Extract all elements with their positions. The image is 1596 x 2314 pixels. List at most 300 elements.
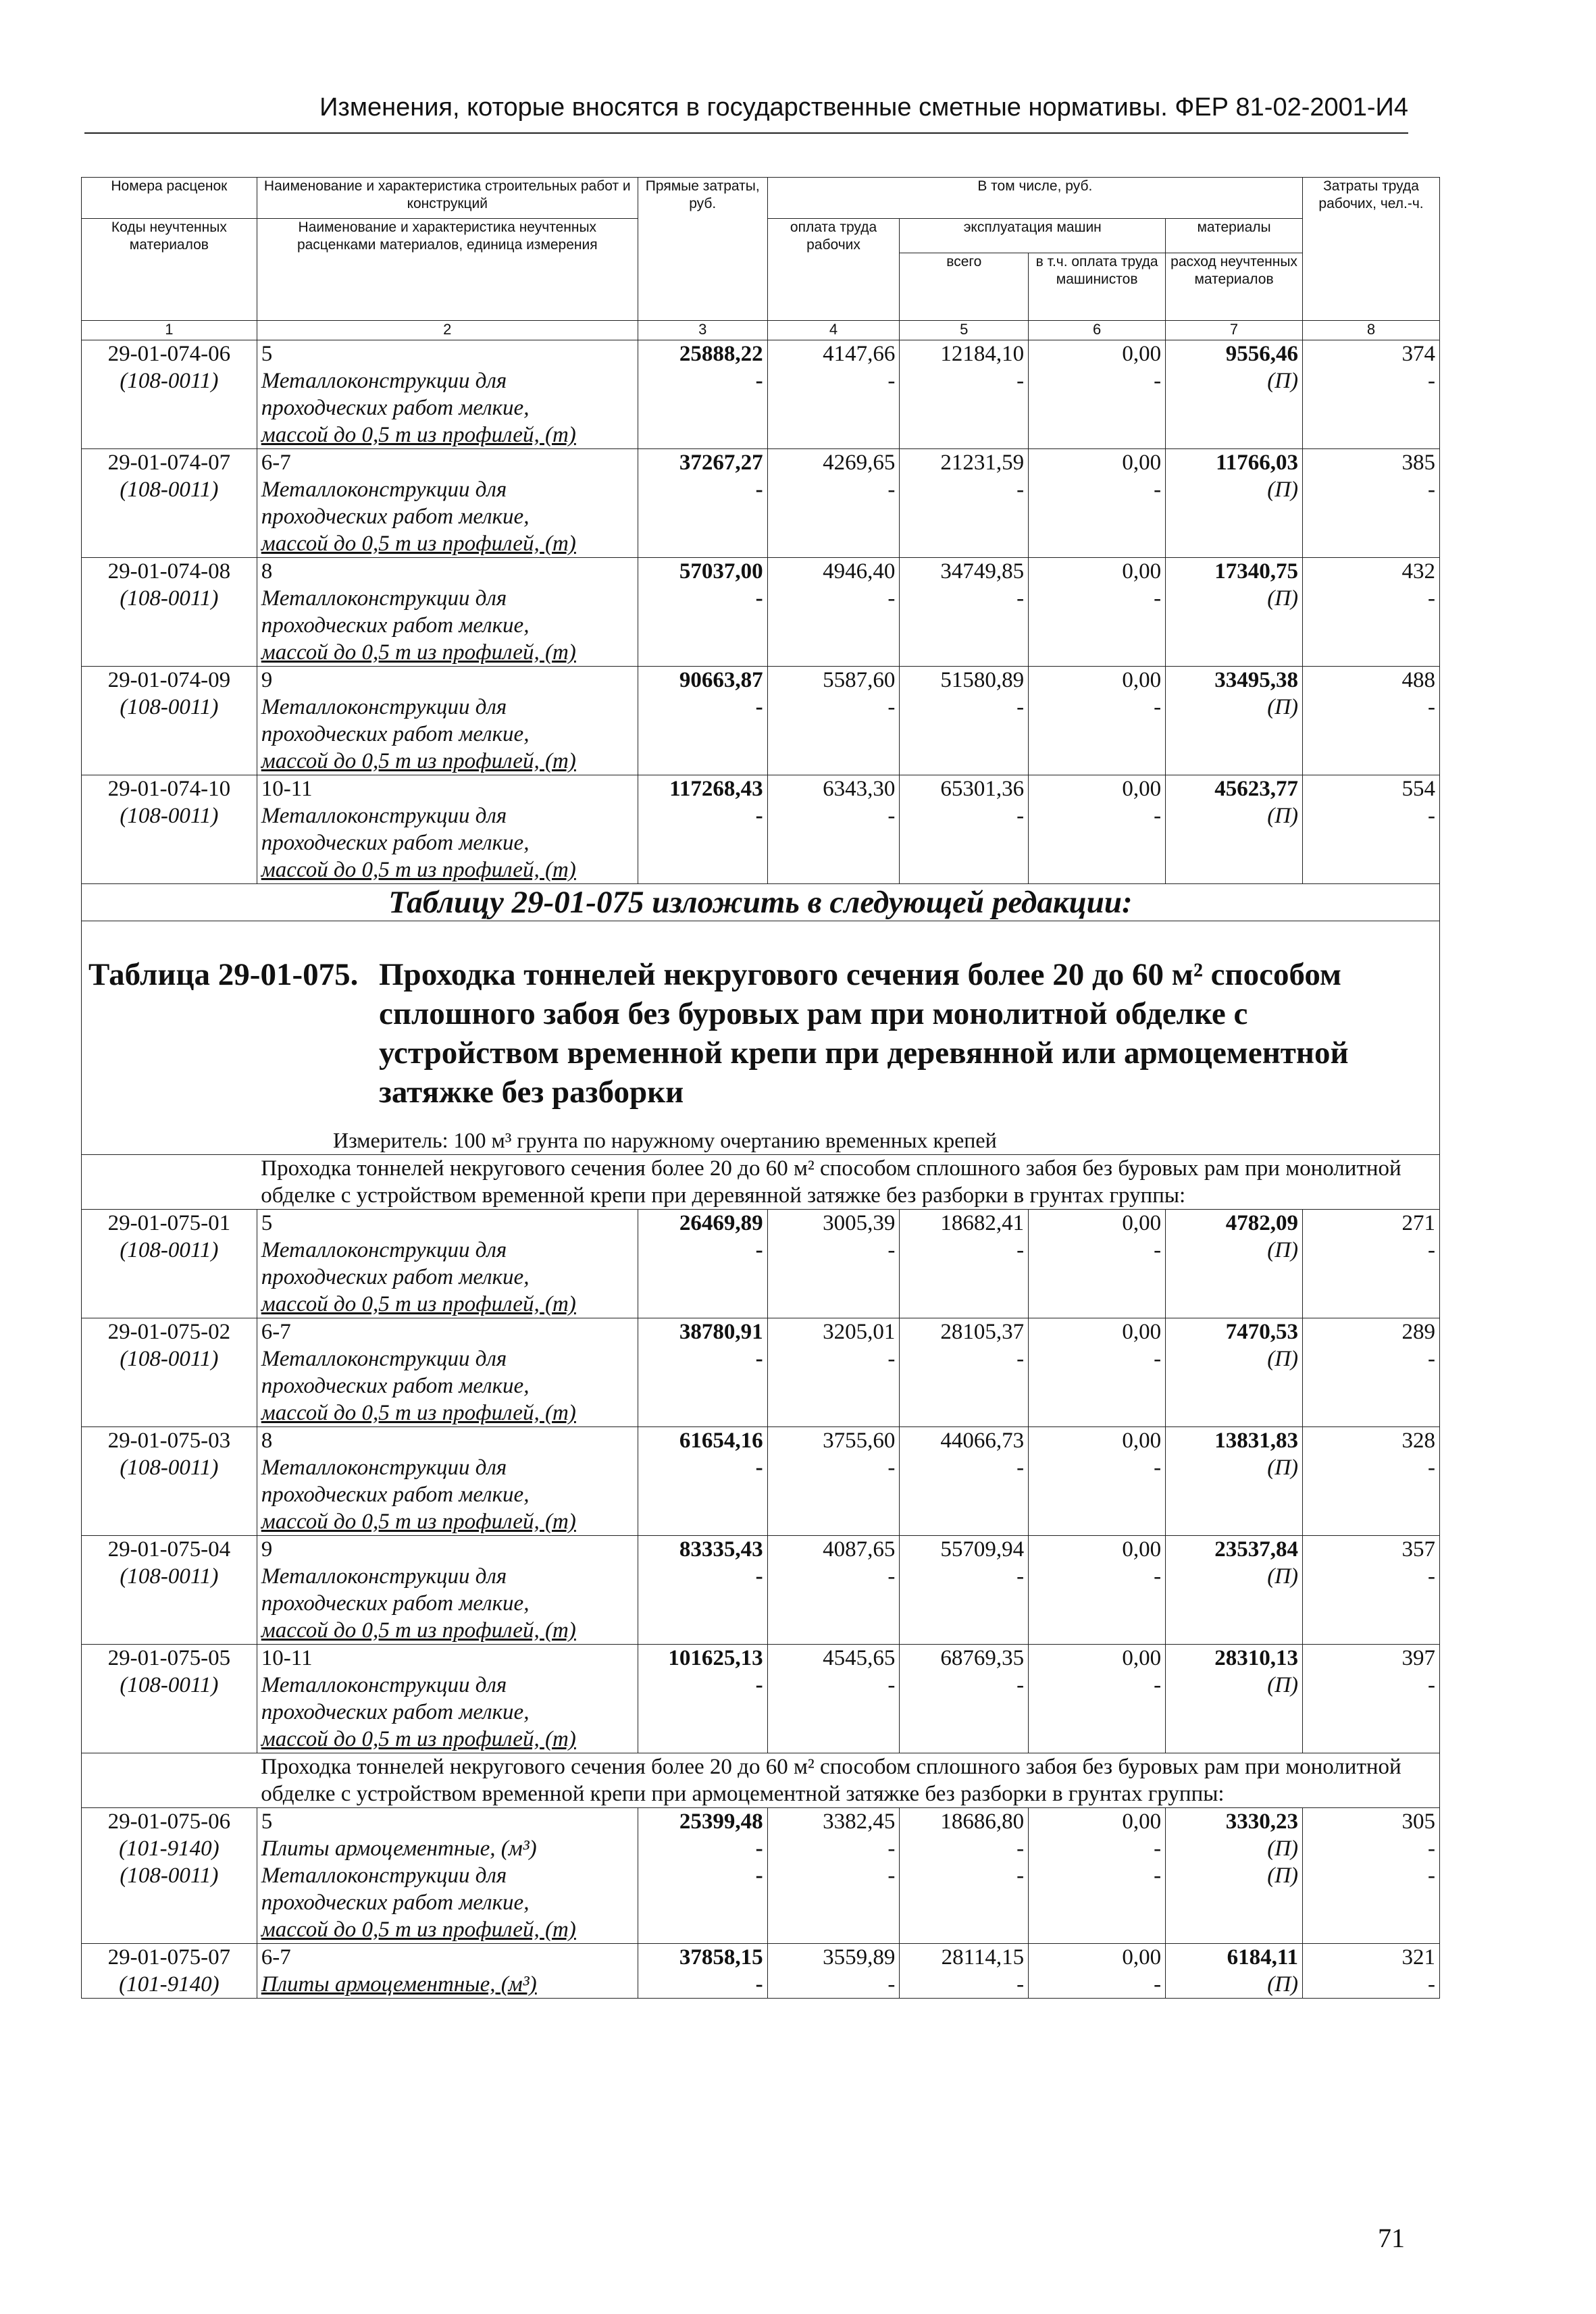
dash-mark: - <box>1016 1863 1025 1888</box>
machine-labor-cell <box>1029 1427 1166 1536</box>
dash-mark: - <box>887 1564 896 1589</box>
material-code: (101-9140) <box>119 1836 220 1861</box>
rate-code-cell <box>82 1944 257 1999</box>
labor-cost: 3205,01 <box>823 1320 896 1344</box>
machine-labor-cost: 0,00 <box>1122 668 1162 692</box>
materials-cost: 4782,09 <box>1225 1211 1299 1235</box>
dash-mark: - <box>1428 369 1435 393</box>
labor-hours: 321 <box>1401 1945 1435 1970</box>
material-code: (108-0011) <box>120 1456 219 1480</box>
rate-row <box>82 449 1440 558</box>
rate-code-cell <box>82 1536 257 1645</box>
dash-mark: - <box>755 1456 763 1480</box>
rate-code: 29-01-075-05 <box>107 1646 231 1670</box>
labor-cost: 4087,65 <box>823 1537 896 1562</box>
dash-mark: - <box>1016 1836 1025 1861</box>
dash-mark: - <box>1428 478 1435 502</box>
header-col7: расход неучтенных материалов <box>1166 253 1303 320</box>
labor-hours-cell <box>1303 1427 1440 1536</box>
dash-mark: - <box>755 586 763 611</box>
material-description: проходческих работ мелкие, <box>261 831 530 855</box>
header-col3: Прямые затраты, руб. <box>638 178 767 321</box>
rate-code-cell <box>82 1318 257 1427</box>
col-number: 3 <box>638 321 767 340</box>
machine-cost-cell <box>900 775 1029 884</box>
running-header: Изменения, которые вносятся в государственные сметные нормативы. ФЕР 81-02-2001-И4 <box>319 93 1408 122</box>
dash-mark: - <box>1016 1673 1025 1697</box>
rate-code-cell <box>82 340 257 449</box>
unit-mark: (П) <box>1267 1836 1299 1861</box>
machine-cost-cell <box>900 1808 1029 1944</box>
unit-mark: (П) <box>1267 1673 1299 1697</box>
description-cell <box>257 1808 638 1944</box>
dash-mark: - <box>755 1347 763 1371</box>
direct-cost-cell <box>638 449 767 558</box>
description-cell <box>257 667 638 775</box>
rate-code-cell <box>82 1427 257 1536</box>
machine-cost-cell <box>900 1645 1029 1753</box>
machine-cost: 28105,37 <box>940 1320 1025 1344</box>
dash-mark: - <box>1016 369 1025 393</box>
dash-mark: - <box>1016 1238 1025 1262</box>
col-number: 7 <box>1166 321 1303 340</box>
description-cell <box>257 775 638 884</box>
machine-labor-cost: 0,00 <box>1122 1429 1162 1453</box>
dash-mark: - <box>887 1972 896 1997</box>
material-code: (108-0011) <box>120 1238 219 1262</box>
labor-cost-cell <box>767 340 900 449</box>
machine-cost-cell <box>900 1944 1029 1999</box>
labor-hours-cell <box>1303 1318 1440 1427</box>
soil-group: 5 <box>261 1809 273 1834</box>
header-group-label: В том числе, руб. <box>767 178 1302 219</box>
labor-hours: 289 <box>1401 1320 1435 1344</box>
soil-group: 10-11 <box>261 1646 313 1670</box>
soil-group: 5 <box>261 342 273 366</box>
dash-mark: - <box>1428 1347 1435 1371</box>
header-rule <box>84 132 1408 134</box>
materials-cost-cell <box>1166 1427 1303 1536</box>
machine-cost: 51580,89 <box>940 668 1025 692</box>
direct-cost: 117268,43 <box>669 777 763 801</box>
soil-group: 6-7 <box>261 1320 291 1344</box>
dash-mark: - <box>1154 1564 1162 1589</box>
unit-mark: (П) <box>1267 1456 1299 1480</box>
material-code: (108-0011) <box>120 1673 219 1697</box>
rate-code-cell <box>82 449 257 558</box>
labor-cost: 3559,89 <box>823 1945 896 1970</box>
direct-cost-cell <box>638 1808 767 1944</box>
machine-cost: 44066,73 <box>940 1429 1025 1453</box>
material-code: (108-0011) <box>120 369 219 393</box>
material-description: Металлоконструкции для <box>261 586 507 611</box>
page-number: 71 <box>1378 2223 1405 2253</box>
material-code: (108-0011) <box>120 1347 219 1371</box>
direct-cost: 101625,13 <box>668 1646 763 1670</box>
labor-hours: 271 <box>1401 1211 1435 1235</box>
machine-labor-cost: 0,00 <box>1122 1320 1162 1344</box>
machine-labor-cell <box>1029 1318 1166 1427</box>
material-description: Металлоконструкции для <box>261 1456 507 1480</box>
material-description: проходческих работ мелкие, <box>261 1483 530 1507</box>
material-description: массой до 0,5 т из профилей, (т) <box>261 1618 576 1643</box>
materials-cost-cell <box>1166 449 1303 558</box>
rate-row <box>82 1318 1440 1427</box>
machine-labor-cost: 0,00 <box>1122 559 1162 584</box>
dash-mark: - <box>1428 1456 1435 1480</box>
machine-cost-cell <box>900 558 1029 667</box>
material-description: Металлоконструкции для <box>261 369 507 393</box>
rate-code-cell <box>82 1645 257 1753</box>
labor-hours-cell <box>1303 775 1440 884</box>
rate-code: 29-01-075-01 <box>107 1211 231 1235</box>
labor-cost: 4147,66 <box>823 342 896 366</box>
unit-mark: (П) <box>1267 1972 1299 1997</box>
labor-cost: 4946,40 <box>823 559 896 584</box>
machine-labor-cost: 0,00 <box>1122 1945 1162 1970</box>
rate-code: 29-01-075-02 <box>107 1320 231 1344</box>
section-caption-2: Проходка тоннелей некругового сечения более 20 до 60 м² способом сплошного забоя без буровых рам при монолитной обделке с устройством временной крепи при армоцементной затяжке без разборки в грунтах группы: <box>257 1753 1439 1808</box>
material-description: Металлоконструкции для <box>261 1347 507 1371</box>
labor-cost: 5587,60 <box>823 668 896 692</box>
dash-mark: - <box>887 1673 896 1697</box>
machine-cost: 55709,94 <box>940 1537 1025 1562</box>
dash-mark: - <box>887 478 896 502</box>
description-cell <box>257 1427 638 1536</box>
direct-cost: 26469,89 <box>679 1211 763 1235</box>
dash-mark: - <box>1016 478 1025 502</box>
labor-hours-cell <box>1303 449 1440 558</box>
material-code: (108-0011) <box>120 1863 219 1888</box>
materials-cost: 11766,03 <box>1216 451 1299 475</box>
materials-cost-cell <box>1166 667 1303 775</box>
machine-cost-cell <box>900 449 1029 558</box>
machine-labor-cell <box>1029 775 1166 884</box>
unit-mark: (П) <box>1267 1238 1299 1262</box>
material-description: массой до 0,5 т из профилей, (т) <box>261 1401 576 1425</box>
machine-labor-cell <box>1029 1944 1166 1999</box>
description-cell <box>257 1318 638 1427</box>
materials-cost-cell <box>1166 1210 1303 1318</box>
dash-mark: - <box>1154 695 1162 719</box>
rate-code: 29-01-074-08 <box>107 559 231 584</box>
labor-cost-cell <box>767 1645 900 1753</box>
rate-code-cell <box>82 775 257 884</box>
labor-hours-cell <box>1303 340 1440 449</box>
unit-mark: (П) <box>1267 586 1299 611</box>
labor-cost-cell <box>767 1318 900 1427</box>
col-number: 6 <box>1029 321 1166 340</box>
materials-cost-cell <box>1166 1536 1303 1645</box>
labor-cost-cell <box>767 775 900 884</box>
rate-code: 29-01-074-09 <box>107 668 231 692</box>
rate-code: 29-01-074-07 <box>107 451 231 475</box>
header-col1-bottom: Коды неучтенных материалов <box>82 219 257 321</box>
dash-mark: - <box>887 369 896 393</box>
rate-code-cell <box>82 558 257 667</box>
machine-labor-cost: 0,00 <box>1122 1646 1162 1670</box>
labor-hours: 432 <box>1401 559 1435 584</box>
labor-cost-cell <box>767 1808 900 1944</box>
machine-cost-cell <box>900 667 1029 775</box>
material-description: Металлоконструкции для <box>261 478 507 502</box>
labor-hours: 374 <box>1401 342 1435 366</box>
machine-cost: 21231,59 <box>940 451 1025 475</box>
direct-cost: 90663,87 <box>679 668 763 692</box>
material-code: (108-0011) <box>120 478 219 502</box>
dash-mark: - <box>887 1456 896 1480</box>
labor-hours-cell <box>1303 1645 1440 1753</box>
material-description: проходческих работ мелкие, <box>261 1700 530 1724</box>
machine-labor-cost: 0,00 <box>1122 342 1162 366</box>
material-code: (108-0011) <box>120 695 219 719</box>
labor-cost-cell <box>767 558 900 667</box>
dash-mark: - <box>755 804 763 828</box>
labor-cost-cell <box>767 667 900 775</box>
machine-labor-cell <box>1029 340 1166 449</box>
materials-cost-cell <box>1166 775 1303 884</box>
direct-cost-cell <box>638 558 767 667</box>
dash-mark: - <box>887 695 896 719</box>
column-number-row <box>82 321 1440 340</box>
labor-cost-cell <box>767 1427 900 1536</box>
dash-mark: - <box>1016 804 1025 828</box>
dash-mark: - <box>887 1836 896 1861</box>
direct-cost-cell <box>638 667 767 775</box>
direct-cost-cell <box>638 1645 767 1753</box>
materials-cost-cell <box>1166 340 1303 449</box>
machine-cost-cell <box>900 1427 1029 1536</box>
dash-mark: - <box>755 1564 763 1589</box>
rate-row <box>82 1536 1440 1645</box>
direct-cost: 83335,43 <box>679 1537 763 1562</box>
materials-cost: 33495,38 <box>1214 668 1299 692</box>
unit-mark: (П) <box>1267 1863 1299 1888</box>
col-number: 5 <box>900 321 1029 340</box>
dash-mark: - <box>887 804 896 828</box>
machine-labor-cell <box>1029 1536 1166 1645</box>
header-col8: Затраты труда рабочих, чел.-ч. <box>1303 178 1440 321</box>
labor-cost: 3755,60 <box>823 1429 896 1453</box>
material-description: проходческих работ мелкие, <box>261 505 530 529</box>
dash-mark: - <box>1016 1347 1025 1371</box>
rate-code-cell <box>82 667 257 775</box>
material-description: проходческих работ мелкие, <box>261 396 530 420</box>
rate-row <box>82 667 1440 775</box>
materials-cost: 28310,13 <box>1214 1646 1299 1670</box>
direct-cost-cell <box>638 340 767 449</box>
header-col2-top: Наименование и характеристика строительных работ и конструкций <box>257 178 638 219</box>
soil-group: 8 <box>261 559 273 584</box>
dash-mark: - <box>887 1347 896 1371</box>
dash-mark: - <box>1154 804 1162 828</box>
labor-cost: 6343,30 <box>823 777 896 801</box>
labor-hours-cell <box>1303 1210 1440 1318</box>
rate-row <box>82 775 1440 884</box>
dash-mark: - <box>1016 695 1025 719</box>
unit-mark: (П) <box>1267 1347 1299 1371</box>
labor-hours-cell <box>1303 667 1440 775</box>
dash-mark: - <box>1428 695 1435 719</box>
machine-labor-cost: 0,00 <box>1122 451 1162 475</box>
soil-group: 9 <box>261 668 273 692</box>
unit-mark: (П) <box>1267 1564 1299 1589</box>
labor-hours-cell <box>1303 1536 1440 1645</box>
col-number: 4 <box>767 321 900 340</box>
dash-mark: - <box>1154 478 1162 502</box>
rate-code: 29-01-075-04 <box>107 1537 231 1562</box>
dash-mark: - <box>1154 1972 1162 1997</box>
description-cell <box>257 1944 638 1999</box>
rate-code: 29-01-075-07 <box>107 1945 231 1970</box>
header-machines-label: эксплуатация машин <box>900 219 1166 253</box>
material-code: (108-0011) <box>120 804 219 828</box>
materials-cost: 45623,77 <box>1214 777 1299 801</box>
labor-hours: 385 <box>1401 451 1435 475</box>
caption-spacer <box>82 1753 257 1808</box>
rate-row <box>82 1808 1440 1944</box>
table-title-label: Таблица 29-01-075. <box>88 957 359 992</box>
dash-mark: - <box>755 695 763 719</box>
labor-cost: 3382,45 <box>823 1809 896 1834</box>
dash-mark: - <box>1154 1238 1162 1262</box>
machine-labor-cell <box>1029 667 1166 775</box>
machine-labor-cell <box>1029 1808 1166 1944</box>
description-cell <box>257 558 638 667</box>
labor-hours-cell <box>1303 1808 1440 1944</box>
dash-mark: - <box>1154 1673 1162 1697</box>
dash-mark: - <box>1428 1836 1435 1861</box>
labor-hours: 305 <box>1401 1809 1435 1834</box>
material-description: Плиты армоцементные, (м³) <box>261 1836 537 1861</box>
dash-mark: - <box>755 1836 763 1861</box>
labor-cost: 3005,39 <box>823 1211 896 1235</box>
rate-row <box>82 1210 1440 1318</box>
soil-group: 6-7 <box>261 451 291 475</box>
machine-cost: 18682,41 <box>940 1211 1025 1235</box>
labor-cost-cell <box>767 1210 900 1318</box>
rate-code: 29-01-074-06 <box>107 342 231 366</box>
dash-mark: - <box>1016 586 1025 611</box>
header-col5: всего <box>900 253 1029 320</box>
dash-mark: - <box>1428 1972 1435 1997</box>
banner-instruction: Таблицу 29-01-075 изложить в следующей редакции: <box>82 884 1440 921</box>
rate-row <box>82 558 1440 667</box>
soil-group: 10-11 <box>261 777 313 801</box>
dash-mark: - <box>1154 369 1162 393</box>
material-description: проходческих работ мелкие, <box>261 1374 530 1398</box>
material-description: Металлоконструкции для <box>261 1673 507 1697</box>
machine-cost: 68769,35 <box>940 1646 1025 1670</box>
materials-cost-cell <box>1166 1318 1303 1427</box>
labor-cost-cell <box>767 449 900 558</box>
materials-cost: 3330,23 <box>1225 1809 1299 1834</box>
header-col6: в т.ч. оплата труда машинистов <box>1029 253 1166 320</box>
dash-mark: - <box>1016 1564 1025 1589</box>
description-cell <box>257 1210 638 1318</box>
machine-cost: 12184,10 <box>940 342 1025 366</box>
material-description: массой до 0,5 т из профилей, (т) <box>261 749 576 773</box>
materials-cost: 7470,53 <box>1225 1320 1299 1344</box>
soil-group: 5 <box>261 1211 273 1235</box>
header-col4: оплата труда рабочих <box>767 219 900 321</box>
dash-mark: - <box>755 1673 763 1697</box>
labor-hours: 397 <box>1401 1646 1435 1670</box>
machine-labor-cost: 0,00 <box>1122 777 1162 801</box>
soil-group: 6-7 <box>261 1945 291 1970</box>
direct-cost-cell <box>638 1536 767 1645</box>
col-number: 1 <box>82 321 257 340</box>
direct-cost-cell <box>638 1318 767 1427</box>
machine-cost-cell <box>900 1536 1029 1645</box>
labor-hours: 357 <box>1401 1537 1435 1562</box>
rate-code-cell <box>82 1808 257 1944</box>
col-number: 8 <box>1303 321 1440 340</box>
materials-cost-cell <box>1166 1944 1303 1999</box>
dash-mark: - <box>755 1972 763 1997</box>
machine-labor-cost: 0,00 <box>1122 1537 1162 1562</box>
header-materials-label: материалы <box>1166 219 1303 253</box>
material-description: проходческих работ мелкие, <box>261 722 530 746</box>
caption-spacer <box>82 1155 257 1210</box>
machine-cost-cell <box>900 340 1029 449</box>
materials-cost: 6184,11 <box>1227 1945 1299 1970</box>
description-cell <box>257 449 638 558</box>
header-col2-bottom: Наименование и характеристика неучтенных расценками материалов, единица измерения <box>257 219 638 321</box>
direct-cost-cell <box>638 1944 767 1999</box>
machine-cost: 28114,15 <box>941 1945 1025 1970</box>
material-description: Металлоконструкции для <box>261 804 507 828</box>
materials-cost: 23537,84 <box>1214 1537 1299 1562</box>
materials-cost: 9556,46 <box>1225 342 1299 366</box>
material-description: массой до 0,5 т из профилей, (т) <box>261 1510 576 1534</box>
dash-mark: - <box>1428 1238 1435 1262</box>
labor-hours: 328 <box>1401 1429 1435 1453</box>
machine-labor-cell <box>1029 1645 1166 1753</box>
machine-cost-cell <box>900 1318 1029 1427</box>
dash-mark: - <box>1016 1972 1025 1997</box>
dash-mark: - <box>887 1238 896 1262</box>
machine-labor-cost: 0,00 <box>1122 1211 1162 1235</box>
machine-labor-cell <box>1029 449 1166 558</box>
dash-mark: - <box>755 1238 763 1262</box>
meter-line: Измеритель: 100 м³ грунта по наружному очертанию временных крепей <box>333 1128 997 1152</box>
dash-mark: - <box>1154 1836 1162 1861</box>
direct-cost-cell <box>638 775 767 884</box>
material-description: проходческих работ мелкие, <box>261 613 530 638</box>
soil-group: 8 <box>261 1429 273 1453</box>
material-description: массой до 0,5 т из профилей, (т) <box>261 1292 576 1316</box>
col-number: 2 <box>257 321 638 340</box>
table-title-block <box>82 921 1440 1155</box>
dash-mark: - <box>755 1863 763 1888</box>
rate-code-cell <box>82 1210 257 1318</box>
machine-cost: 34749,85 <box>940 559 1025 584</box>
material-description: Металлоконструкции для <box>261 1564 507 1589</box>
dash-mark: - <box>755 369 763 393</box>
direct-cost: 25888,22 <box>679 342 763 366</box>
material-description: Металлоконструкции для <box>261 695 507 719</box>
materials-cost-cell <box>1166 1645 1303 1753</box>
material-description: массой до 0,5 т из профилей, (т) <box>261 1727 576 1751</box>
machine-cost-cell <box>900 1210 1029 1318</box>
materials-cost: 17340,75 <box>1214 559 1299 584</box>
rate-code: 29-01-074-10 <box>107 777 231 801</box>
material-description: массой до 0,5 т из профилей, (т) <box>261 640 576 665</box>
material-description: проходческих работ мелкие, <box>261 1265 530 1289</box>
labor-hours-cell <box>1303 1944 1440 1999</box>
dash-mark: - <box>887 1863 896 1888</box>
